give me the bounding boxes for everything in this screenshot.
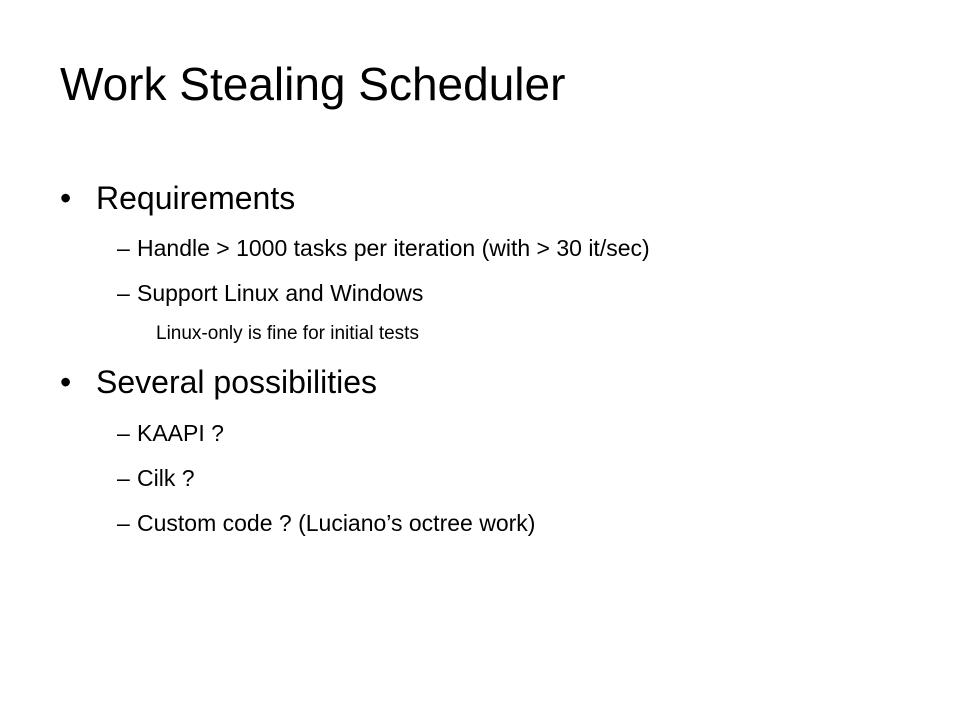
subbullet-text: Handle > 1000 tasks per iteration (with > 30 it/sec) (137, 235, 650, 261)
bullet-marker: • (60, 364, 72, 400)
dash-marker: – (117, 235, 130, 261)
subbullet-text: KAAPI ? (137, 420, 224, 446)
bullet-text: Several possibilities (96, 364, 378, 400)
subbullet-text: Support Linux and Windows (137, 280, 424, 306)
note-linux-only: Linux-only is fine for initial tests (156, 323, 419, 344)
dash-marker: – (117, 420, 130, 446)
bullet-text: Requirements (96, 180, 296, 216)
slide-title: Work Stealing Scheduler (60, 58, 566, 110)
dash-marker: – (117, 280, 130, 306)
dash-marker: – (117, 465, 130, 491)
subbullet-text: Cilk ? (137, 465, 195, 491)
bullet-marker: • (60, 180, 72, 216)
subbullet-text: Custom code ? (Luciano’s octree work) (137, 510, 536, 536)
dash-marker: – (117, 510, 130, 536)
